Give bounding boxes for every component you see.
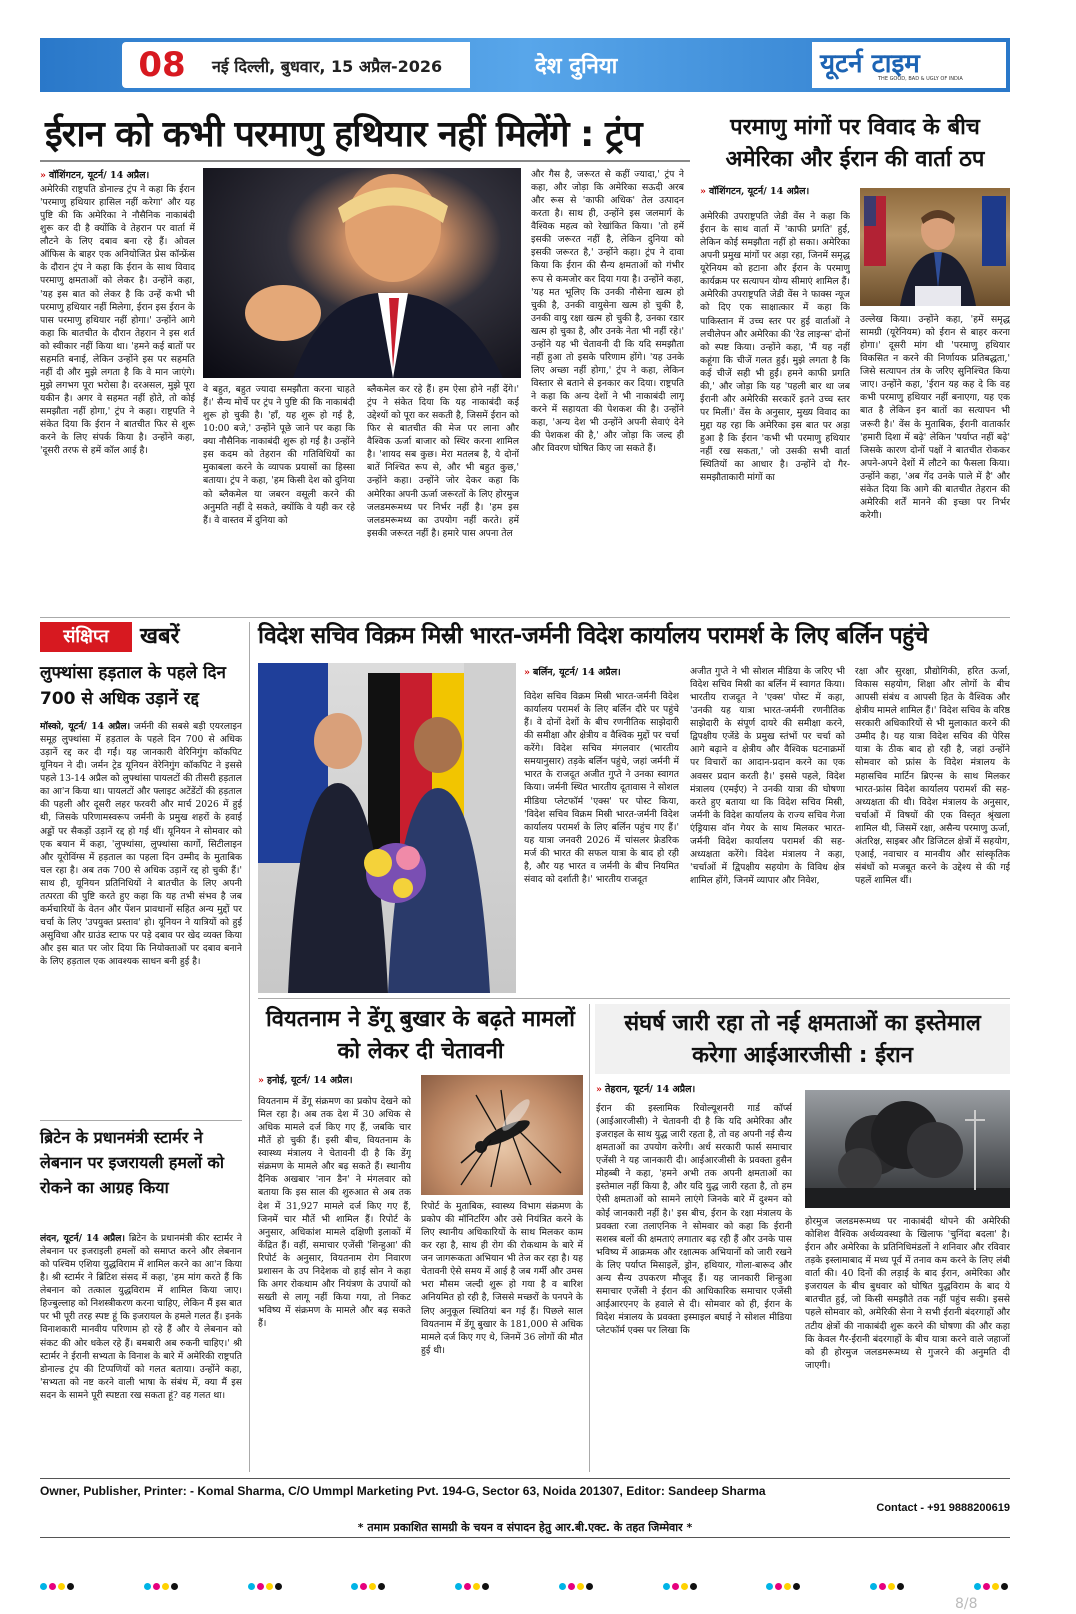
a5-col1: ईरान की इस्लामिक रिवोल्यूशनरी गार्ड कॉर्प्स (आईआरजीसी) ने चेतावनी दी है कि यदि अमेरिका और इजराइल के साथ युद्ध जारी रहता है, तो वह अपनी नई सैन्य क्षमताओं का उपयोग करेगी। अर्ध सरकारी फार्स समाचार एजेंसी ने यह जानकारी दी। आईआरजीसी के प्रवक्ता हुसैन मोहब्बी ने कहा, 'हमने अभी तक अपनी क्षमताओं का इस्तेमाल नहीं किया है, और यदि युद्ध जारी रहता है, तो हम ऐसी क्षमताओं को सामने लाएंगे जिनके बारे में दुश्मन को कोई जानकारी नहीं है।' इस बीच, ईरान के रक्षा मंत्रालय के प्रवक्ता रजा तलाएनिक ने सोमवार को कहा कि ईरानी सशस्त्र बलों की क्षमताएं लगातार बढ़ रही हैं और उनके पास भविष्य में आक्रमक और रक्षात्मक अभियानों को जारी रखने के लिए पर्याप्त मिसाइलें, ड्रोन, हथियार, गोला-बारूद और अन्य सैन्य उपकरण मौजूद हैं। यह जानकारी शिन्हुआ समाचार एजेंसी ने ईरान की आधिकारिक समाचार एजेंसी आईआरएनए के हवाले से दी। सोमवार को ही, ईरान के विदेश मंत्रालय के प्रवक्ता इस्माइल बघाई ने सोशल मीडिया प्लेटफॉर्म एक्स पर लिखा कि [596,1103,792,1337]
date-line: नई दिल्ली, बुधवार, 15 अप्रैल-2026 [212,57,443,76]
b1-body: जर्मनी की सबसे बड़ी एयरलाइन समूह लुफ्थांसा में हड़ताल के पहले दिन 700 से अधिक उड़ानें रद्द कर दी गईं। यह जानकारी वेरिनिगुंग कॉकपिट यूनियन ने दी। जर्मन ट्रेड यूनियन वेरेनिगुंग कॉकपिट ने इससे पहले 13-14 अप्रैल को लुफ्थांसा पायलटों की तीसरी हड़ताल का आ'न किया था। पायलटों और फ्लाइट अटेंडेंटों की हड़ताल की पहली और दूसरी लहर फरवरी और मार्च 2026 में हुई थी, जिसके परिणामस्वरूप जर्मनी के प्रमुख शहरों के हवाई अड्डों पर सैकड़ों उड़ानें रद्द हो गई थीं। यूनियन ने सोमवार को एक बयान में कहा, 'लुफ्थांसा, लुफ्थांसा कार्गो, सिटीलाइन और यूरोविंग्स में हड़ताल का पहला दिन उम्मीद के मुताबिक चल रहा है। अब तक 700 से अधिक उड़ानें रद्द हो चुकी हैं।' साथ ही, यूनियन प्रतिनिधियों ने बातचीत के लिए अपनी तत्परता की पुष्टि करते हुए कहा कि यह तभी संभव है जब कर्मचारियों के वेतन और पेंशन प्रावधानों सहित अन्य मुद्दों पर चर्चा के लिए 'उपयुक्त प्रस्ताव' हो। यूनियन ने यात्रियों को हुई असुविधा और ग्राउंड स्टाफ पर पड़े दबाव पर खेद व्यक्त किया और इस बात पर जोर दिया कि नियोक्ताओं पर दबाव बनाने के लिए हड़ताल एक आवश्यक साधन बनी हुई है। [40,721,242,968]
a3-col2: अजीत गुप्ते ने भी सोशल मीडिया के जरिए भी विदेश सचिव मिस्री का बर्लिन में स्वागत किया। भारतीय राजदूत ने 'एक्स' पोस्ट में कहा, 'उनकी यह यात्रा भारत-जर्मनी रणनीतिक साझेदारी के संपूर्ण दायरे की समीक्षा करने, द्विपक्षीय एजेंडे के प्रमुख स्तंभों पर चर्चा को आगे बढ़ाने व क्षेत्रीय और वैश्विक घटनाक्रमों पर विचारों का आदान-प्रदान करने का एक अवसर प्रदान करती है।' इससे पहले, विदेश मंत्रालय (एमईए) ने उनकी यात्रा की घोषणा करते हुए बताया था कि विदेश सचिव मिस्री, जर्मनी के विदेश कार्यालय के राज्य सचिव गेजा एंड्रियास वॉन गेयर के साथ मिलकर भारत-जर्मनी विदेश कार्यालय परामर्श की सह-अध्यक्षता करेंगे। विदेश मंत्रालय ने कहा, 'चर्चाओं में द्विपक्षीय सहयोग के विविध क्षेत्र शामिल होंगे, जिनमें व्यापार और निवेश, [690,666,845,886]
reg-mark [351,1575,387,1594]
a2-col2: उल्लेख किया। उन्होंने कहा, 'हमें समृद्ध सामग्री (यूरेनियम) को ईरान से बाहर करना होगा।' दूसरी मांग थी 'परमाणु हथियार विकसित न करने की निर्णायक प्रतिबद्धता,' जिसे सत्यापन तंत्र के जरिए सुनिश्चित किया जाए। उन्होंने कहा, 'ईरान यह कह दे कि वह कभी परमाणु हथियार नहीं बनाएगा, यह एक बात है लेकिन इन बातों का सत्यापन भी जरूरी है।' वेंस के मुताबिक, ईरानी वातार्कार 'हमारी दिशा में बढ़े' लेकिन 'पर्याप्त नहीं बढ़े' जिसके कारण दोनों पक्षों ने बातचीत रोककर अपने-अपने देशों में लौटने का फैसला किया। उन्होंने कहा, 'अब गेंद उनके पाले में है' और संकेत दिया कि आगे की बातचीत तेहरान की अमेरिकी शर्तें मानने की इच्छा पर निर्भर करेगी। [860,314,1010,521]
misri-figures-icon [258,663,516,993]
a1-col4: और गैस है, जरूरत से कहीं ज्यादा,' ट्रंप ने कहा, और जोड़ा कि अमेरिका सऊदी अरब और रूस से 'काफी अधिक' तेल उत्पादन करता है। साथ ही, उन्होंने इस जलमार्ग के वैश्विक महत्व को रेखांकित किया। 'तो हमें इसकी जरूरत नहीं है, लेकिन दुनिया को इसकी जरूरत है,' उन्होंने कहा। ट्रंप ने दावा किया कि ईरान की सैन्य क्षमताओं को गंभीर रूप से कमजोर कर दिया गया है। उन्होंने कहा, 'यह मत भूलिए कि उनकी नौसेना खत्म हो चुकी है, उनकी वायुसेना खत्म हो चुकी है, उनकी वायु रक्षा खत्म हो चुकी है, उनका रडार खत्म हो चुका है, और उनके नेता भी नहीं रहे।' उन्होंने यह भी चेतावनी दी कि यदि समझौता नहीं हुआ तो इसके परिणाम होंगे। 'यह उनके लिए अच्छा नहीं होगा,' ट्रंप ने कहा, लेकिन विस्तार से बताने से इनकार कर दिया। राष्ट्रपति ने कहा कि अन्य देशों ने भी नाकाबंदी लागू करने में सहायता की पेशकश की है। उन्होंने कहा, 'अन्य देश भी उन्होंने अपनी सेवाएं देने की पेशकश की है,' और जोड़ा कि जल्द ही और विवरण घोषित किए जा सकते हैं। [531,169,684,455]
a4-headline: वियतनाम ने डेंगू बुखार के बढ़ते मामलों को लेकर दी चेतावनी [266,1007,575,1064]
a2-headline: परमाणु मांगों पर विवाद के बीच अमेरिका और ईरान की वार्ता ठप [725,115,985,172]
smoke-icon [805,1090,1010,1208]
a5-dateline: » तेहरान, यूटर्न/ 14 अप्रैल। [596,1084,696,1095]
a5-headline: संघर्ष जारी रहा तो नई क्षमताओं का इस्तेमाल करेगा आईआरजीसी : ईरान [624,1011,981,1068]
b2-body: ब्रिटेन के प्रधानमंत्री कीर स्टार्मर ने लेबनान पर इजराइली हमलों को समाप्त करने और लेबनान को पश्चिम एशिया युद्धविराम में शामिल करने का आ'न किया है। श्री स्टार्मर ने ब्रिटिश संसद में कहा, 'हम मांग करते हैं कि लेबनान को तत्काल युद्धविराम में शामिल किया जाए। हिज्बुल्लाह को निशस्त्रीकरण करना चाहिए, लेकिन मैं इस बात पर भी पूरी तरह स्पष्ट हूं कि इजरायल के हमले गलत हैं। इनके विनाशकारी मानवीय परिणाम हो रहे हैं और ये लेबनान को संकट की ओर धकेल रहे हैं। बमबारी अब रुकनी चाहिए।' श्री स्टार्मर ने ईरानी सभ्यता के विनाश के बारे में अमेरिकी राष्ट्रपति डोनाल्ड ट्रंप की टिप्पणियों को गलत बताया। उन्होंने कहा, 'सभ्यता को नष्ट करने वाली भाषा के संबंध में, क्या मैं इस सदन के सामने पूरी स्पष्टता रख सकता हूं? वह गलत था। [40,1233,242,1401]
footer-rule [40,1478,1010,1479]
col-divider [249,622,250,1472]
a3-dateline: » बर्लिन, यूटर्न/ 14 अप्रैल। [524,667,621,678]
footer-credits: Owner, Publisher, Printer: - Komal Sharma, C/O Ummpl Marketing Pvt. 194-G, Sector 63, Noida 201307, Editor: Sandeep Sharma [40,1484,766,1498]
reg-mark [974,1575,1010,1594]
reg-mark [248,1575,284,1594]
reg-mark [766,1575,802,1594]
reg-mark [559,1575,595,1594]
section-title: देश दुनिया [535,54,618,79]
a5-col2: होरमुज जलडमरूमध्य पर नाकाबंदी थोपने की अमेरिकी कोशिश वैश्विक अर्थव्यवस्था के खिलाफ 'चुनिंदा बदला' है। ईरान और अमेरिका के प्रतिनिधिमंडलों ने शनिवार और रविवार तड़के इस्लामाबाद में मध्य पूर्व में तनाव कम करने के लिए लंबी वार्ता की। 40 दिनों की लड़ाई के बाद ईरान, अमेरिका और इजरायल के बीच बुधवार को घोषित युद्धविराम के बाद ये बातचीत हुई, जो किसी समझौते तक नहीं पहुंच सकी। इससे पहले सोमवार को, अमेरिकी सेना ने सभी ईरानी बंदरगाहों और तटीय क्षेत्रों की नाकाबंदी शुरू करने की घोषणा की और कहा कि केवल गैर-ईरानी बंदरगाहों के बीच यात्रा करने वाले जहाजों को ही होरमुज जलडमरूमध्य से गुजरने की अनुमति दी जाएगी। [805,1216,1010,1371]
a4-dateline: » हनोई, यूटर्न/ 14 अप्रैल। [258,1075,353,1086]
a2-dateline: » वॉशिंगटन, यूटर्न/ 14 अप्रैल। [700,186,810,197]
a2-col1: अमेरिकी उपराष्ट्रपति जेडी वेंस ने कहा कि ईरान के साथ वार्ता में 'काफी प्रगति' हुई, लेकिन कोई समझौता नहीं हो सका। अमेरिका अपनी प्रमुख मांगों पर अड़ा रहा, जिनमें समृद्ध यूरेनियम को हटाना और ईरान के परमाणु कार्यक्रम पर सत्यापन योग्य सीमाएं शामिल हैं। अमेरिकी उपराष्ट्रपति जेडी वेंस ने फाक्स न्यूज को दिए एक साक्षात्कार में कहा कि पाकिस्तान में उच्च स्तर पर हुई वार्ताओं ने लचीलेपन और अमेरिका की 'रेड लाइन्स' दोनों को स्पष्ट किया। उन्होंने कहा, 'मैं यह नहीं कहूंगा कि चीजें गलत हुईं। मुझे लगता है कि कई चीजें सही भी हुईं। हमने काफी प्रगति की,' और जोड़ा कि यह 'पहली बार था जब ईरानी और अमेरिकी सरकारें इतने उच्च स्तर पर मिलीं।' वेंस के अनुसार, मुख्य विवाद का मुद्दा यह रहा कि अमेरिका इस बात पर अड़ा हुआ है कि ईरान 'कभी भी परमाणु हथियार नहीं रख सकता,' जो उसकी सभी वार्ता स्थितियों का आधार है। उन्होंने दो गैर-समझौताकारी मांगों का [700,211,850,484]
brief-label [40,622,255,652]
a1-rule [40,160,690,162]
b2-text [40,1232,242,1472]
reg-mark [40,1575,76,1594]
a4-col2: रिपोर्ट के मुताबिक, स्वास्थ्य विभाग संक्रमण के प्रकोप की मॉनिटरिंग और उसे नियंत्रित करने के लिए स्थानीय अधिकारियों के साथ मिलकर काम कर रहा है, साथ ही रोग की रोकथाम के बारे में जन जागरूकता अभियान भी तेज कर रहा है। यह चेतावनी ऐसे समय में आई है जब गर्मी और उमस भरा मौसम जल्दी शुरू हो गया है व बारिश अनियमित हो रही है, जिससे मच्छरों के पनपने के लिए अनुकूल स्थितियां बन गई हैं। पिछले साल वियतनाम में डेंगू बुखार के 181,000 से अधिक मामले दर्ज किए गए थे, जिनमें 36 लोगों की मौत हुई थी। [421,1201,583,1356]
brief-label-black: खबरें [140,624,180,649]
brief-label-red: संक्षिप्त [40,622,132,652]
vance-photo [860,188,1010,306]
a3-col3: रक्षा और सुरक्षा, प्रौद्योगिकी, हरित ऊर्जा, विकास सहयोग, शिक्षा और लोगों के बीच आपसी संबंध व आपसी हित के वैश्विक और क्षेत्रीय मामले शामिल हैं।' विदेश सचिव के वरिष्ठ सरकारी अधिकारियों से भी मुलाकात करने की उम्मीद है। यह यात्रा विदेश सचिव की पेरिस यात्रा के ठीक बाद हो रही है, जहां उन्होंने सोमवार को फ्रांस के विदेश मंत्रालय के महासचिव मार्टिन ब्रिएन्स के साथ मिलकर भारत-फ्रांस विदेश कार्यालय परामर्श की सह-अध्यक्षता की थी। विदेश मंत्रालय के अनुसार, चर्चाओं में विषयों की एक विस्तृत श्रृंखला शामिल थी, जिसमें रक्षा, असैन्य परमाणु ऊर्जा, अंतरिक्ष, साइबर और डिजिटल क्षेत्रों में सहयोग, एआई, नवाचार व मानवीय और सांस्कृतिक संबंधों को मजबूत करने के उद्देश्य से की गई पहलें शामिल थीं। [855,666,1010,886]
a1-dateline: » वॉशिंगटन, यूटर्न/ 14 अप्रैल। [40,170,150,181]
b2-headline: ब्रिटेन के प्रधानमंत्री स्टार्मर ने लेबनान पर इजरायली हमलों को रोकने का आग्रह किया [40,1128,224,1197]
b1-dateline: मॉस्को, यूटर्न/ 14 अप्रैल। [40,721,131,732]
divider-top [40,617,1010,618]
reg-mark [144,1575,180,1594]
b1-text [40,720,242,1120]
mosquito-icon [421,1075,583,1195]
a3-col1: विदेश सचिव विक्रम मिस्री भारत-जर्मनी विदेश कार्यालय परामर्श के लिए बर्लिन दौरे पर पहुंचे हैं। वे दोनों देशों के बीच रणनीतिक साझेदारी की समीक्षा और क्षेत्रीय व वैश्विक मुद्दों पर चर्चा करेंगे। विदेश सचिव मंगलवार (भारतीय समयानुसार) तड़के बर्लिन पहुंचे, जहां जर्मनी में भारत के राजदूत अजीत गुप्ते ने उनका स्वागत किया। जर्मनी स्थित भारतीय दूतावास ने सोशल मीडिया प्लेटफॉर्म 'एक्स' पर पोस्ट किया, 'विदेश सचिव विक्रम मिस्री भारत-जर्मनी विदेश कार्यालय परामर्श के लिए बर्लिन पहुंच गए हैं।' यह यात्रा जनवरी 2026 में चांसलर फ्रेडरिक मर्ज की भारत की सफल यात्रा के बाद हो रही है, और यह भारत व जर्मनी के बीच नियमित संवाद को दर्शाती है।' भारतीय राजदूत [524,691,679,885]
reg-mark [455,1575,491,1594]
logo-box [812,42,1006,88]
col-divider-2 [589,1004,590,1472]
b1-headline: लुफ्थांसा हड़ताल के पहले दिन 700 से अधिक उड़ानें रद्द [40,663,226,710]
masthead [40,38,1010,92]
misri-photo [258,663,516,993]
vance-figure-icon [860,188,1010,306]
page-number: 08 [122,42,202,88]
a4-col1: वियतनाम में डेंगू संक्रमण का प्रकोप देखने को मिल रहा है। अब तक देश में 30 अधिक से अधिक मामले दर्ज किए गए हैं, जबकि चार मौतें हो चुकी हैं। इसी बीच, वियतनाम के स्वास्थ्य मंत्रालय ने चेतावनी दी है कि डेंगू संक्रमण के मामले और बढ़ सकते हैं। स्थानीय दैनिक अखबार 'नान डैन' ने मंगलवार को बताया कि इस साल की शुरुआत से अब तक देश में 31,927 मामले दर्ज किए गए हैं, जिनमें चार मौतें भी शामिल हैं। रिपोर्ट के अनुसार, अधिकांश मामले दक्षिणी इलाकों में केंद्रित हैं। वहीं, समाचार एजेंसी 'शिन्हुआ' की रिपोर्ट के अनुसार, वियतनाम रोग निवारण प्रशासन के उप निदेशक वो हाई सोन ने कहा कि अगर रोकथाम और नियंत्रण के उपायों को सख्ती से लागू नहीं किया गया, तो निकट भविष्य में संक्रमण के मामले और बढ़ सकते हैं। [258,1096,411,1330]
footer-rule-2 [40,1537,1010,1538]
page-folio: 8/8 [955,1596,978,1612]
divider-mid [258,998,1010,999]
smoke-photo [805,1090,1010,1208]
footer-contact: Contact - +91 9888200619 [876,1502,1010,1514]
registration-marks [40,1578,1010,1590]
a1-col1: अमेरिकी राष्ट्रपति डोनाल्ड ट्रंप ने कहा कि ईरान 'परमाणु हथियार हासिल नहीं करेगा' और यह पुष्टि की कि अमेरिका ने नौसैनिक नाकाबंदी शुरू कर दी है क्योंकि वे तेहरान पर वार्ता में लौटने के लिए दबाव बना रहे हैं। ओवल ऑफिस के बाहर एक अनियोजित प्रेस कॉन्फ्रेंस के दौरान ट्रंप ने कहा कि ईरान के साथ विवाद परमाणु क्षमताओं को लेकर है। उन्होंने कहा, 'यह इस बात को लेकर है कि उन्हें कभी भी परमाणु हथियार नहीं मिलेगा, ईरान इस ईरान के पास परमाणु हथियार नहीं होगा।' उन्होंने आगे कहा कि बातचीत के दौरान तेहरान ने इस शर्त को स्वीकार नहीं किया था। 'हमने कई बातों पर सहमति बनाई, लेकिन उन्होंने इस पर सहमति नहीं दी और मुझे लगता है कि वे मान जाएंगे। मुझे लगभग पूरा भरोसा है। दरअसल, मुझे पूरा यकीन है। अगर वे सहमत नहीं होते, तो कोई समझौता नहीं होगा,' ट्रंप ने कहा। राष्ट्रपति ने संकेत दिया कि ईरान ने बातचीत फिर से शुरू करने के लिए संपर्क किया है। उन्होंने कहा, 'दूसरी तरफ से हमें कॉल आई है। [40,184,195,457]
mosquito-photo [421,1075,583,1195]
logo: यूटर्न टाइम [820,49,920,79]
a1-col2: वे बहुत, बहुत ज्यादा समझौता करना चाहते हैं।' सैन्य मोर्चे पर ट्रंप ने पुष्टि की कि नाकाबंदी शुरू हो चुकी है। 'हाँ, यह शुरू हो गई है, 10:00 बजे,' उन्होंने पूछे जाने पर कहा कि क्या नौसैनिक नाकाबंदी शुरू हो गई है। उन्होंने इस कदम को तेहरान की गतिविधियों का मुकाबला करने के व्यापक प्रयासों का हिस्सा बताया। ट्रंप ने कहा, 'हम किसी देश को दुनिया को ब्लैकमेल या जबरन वसूली करने की अनुमति नहीं दे सकते, क्योंकि वे यही कर रहे हैं। वे वास्तव में दुनिया को [203,384,355,526]
brief-divider [40,1120,242,1121]
b2-dateline: लंदन, यूटर्न/ 14 अप्रैल। [40,1233,125,1244]
logo-tagline: THE GOOD, BAD & UGLY OF INDIA [878,76,963,82]
footer-disclaimer: * तमाम प्रकाशित सामग्री के चयन व संपादन हेतु आर.बी.एक्ट. के तहत जिम्मेवार * [357,1521,693,1534]
a1-col3: ब्लैकमेल कर रहे हैं। हम ऐसा होने नहीं देंगे।' ट्रंप ने संकेत दिया कि यह नाकाबंदी कई उद्देश्यों को पूरा कर सकती है, जिसमें ईरान को फिर से बातचीत की मेज पर लाना और वैश्विक ऊर्जा बाजार को स्थिर करना शामिल है। 'शायद सब कुछ। मेरा मतलब है, ये दोनों बातें निश्चित रूप से, और भी बहुत कुछ,' उन्होंने कहा। उन्होंने जोर देकर कहा कि अमेरिका अपनी ऊर्जा जरूरतों के लिए होरमुज जलडमरूमध्य पर निर्भर नहीं है। 'हम इस जलडमरूमध्य का उपयोग नहीं करते। हमें इसकी जरूरत नहीं है। हमारे पास अपना तेल [367,384,519,539]
a3-headline: विदेश सचिव विक्रम मिस्री भारत-जर्मनी विदेश कार्यालय परामर्श के लिए बर्लिन पहुंचे [258,623,928,649]
trump-photo [203,168,521,378]
reg-mark [870,1575,906,1594]
trump-figure-icon [203,168,521,378]
a1-headline: ईरान को कभी परमाणु हथियार नहीं मिलेंगे : ट्रंप [45,114,642,155]
reg-mark [663,1575,699,1594]
